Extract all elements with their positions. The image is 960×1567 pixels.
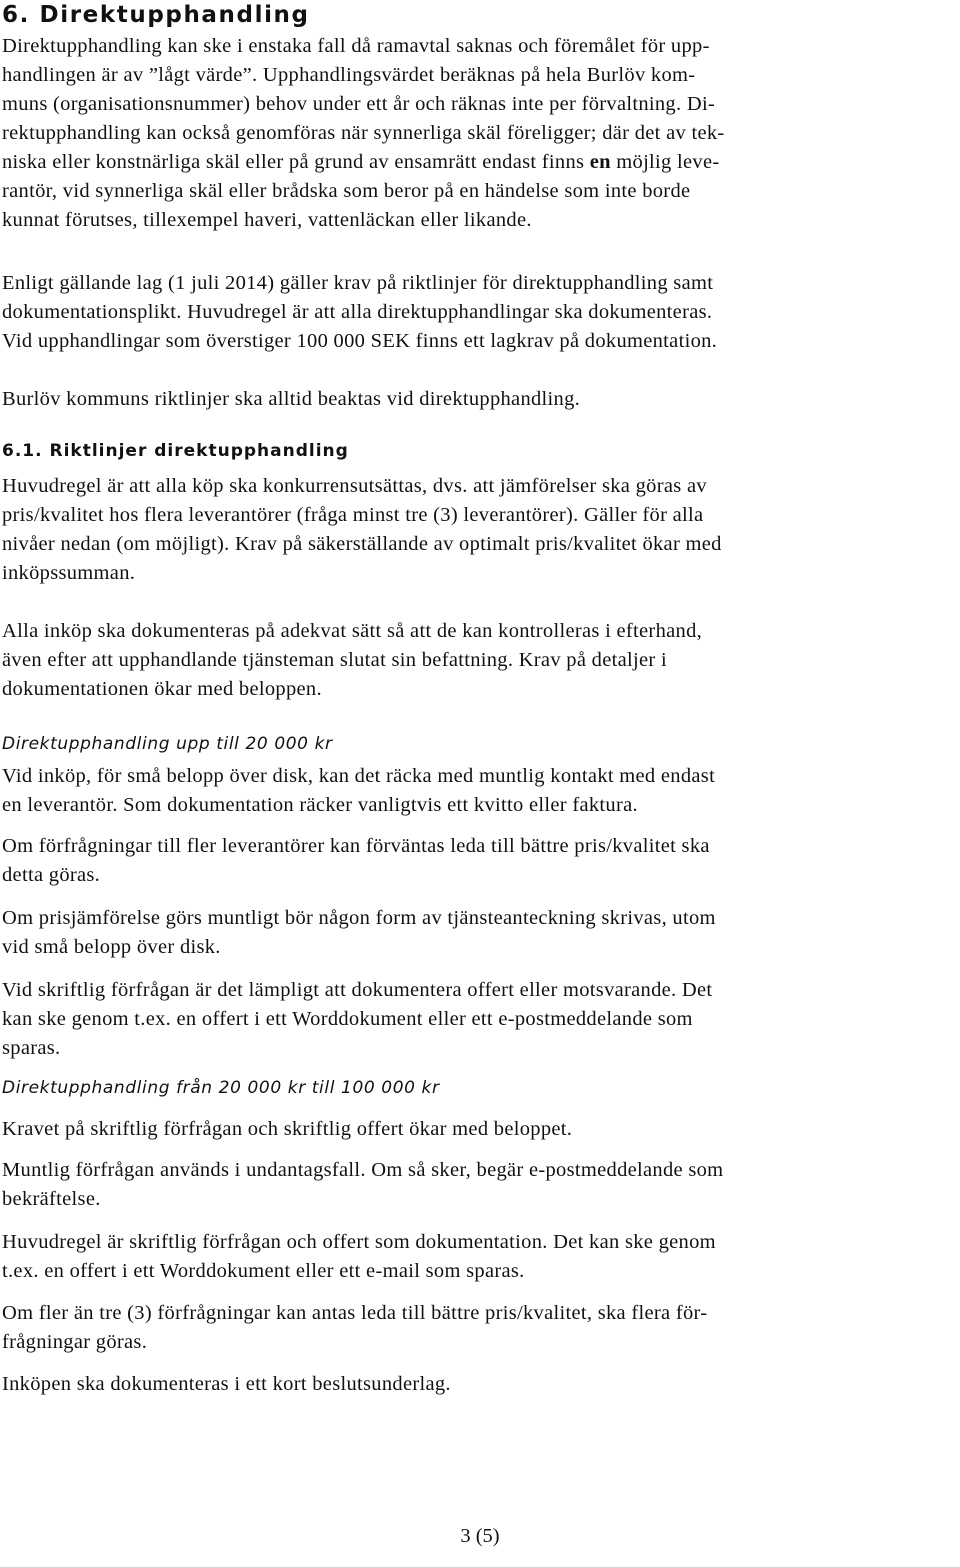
subsection-heading: 6.1. Riktlinjer direktupphandling <box>2 441 349 461</box>
text-line: dokumentationen ökar med beloppen. <box>2 678 322 700</box>
text-line: Kravet på skriftlig förfrågan och skriftlig offert ökar med beloppet. <box>2 1118 573 1140</box>
text-line: en leverantör. Som dokumentation räcker vanligtvis ett kvitto eller faktura. <box>2 794 638 816</box>
text-line: handlingen är av ”lågt värde”. Upphandlingsvärdet beräknas på hela Burlöv kom- <box>2 64 696 86</box>
text-line: kan ske genom t.ex. en offert i ett Worddokument eller ett e-postmeddelande som <box>2 1008 693 1030</box>
text-line: nivåer nedan (om möjligt). Krav på säkerställande av optimalt pris/kvalitet ökar med <box>2 533 722 555</box>
text-line: Enligt gällande lag (1 juli 2014) gäller krav på riktlinjer för direktupphandling samt <box>2 272 714 294</box>
emphasis-en: en <box>589 151 611 173</box>
tier1-paragraph-3 <box>2 904 958 962</box>
tier2-paragraph-1 <box>2 1115 958 1144</box>
text-line: Inköpen ska dokumenteras i ett kort beslutsunderlag. <box>2 1373 451 1395</box>
text-line: Om prisjämförelse görs muntligt bör någon form av tjänsteanteckning skrivas, utom <box>2 907 716 929</box>
text-line: Huvudregel är skriftlig förfrågan och offert som dokumentation. Det kan ske genom <box>2 1231 716 1253</box>
tier2-heading: Direktupphandling från 20 000 kr till 100 000 kr <box>2 1078 440 1098</box>
text-line: kunnat förutses, tillexempel haveri, vattenläckan eller likande. <box>2 209 532 231</box>
text-line: Huvudregel är att alla köp ska konkurrensutsättas, dvs. att jämförelser ska göras av <box>2 475 707 497</box>
text-line: Vid inköp, för små belopp över disk, kan det räcka med muntlig kontakt med endast <box>2 765 716 787</box>
guidelines-note: Burlöv kommuns riktlinjer ska alltid beaktas vid direktupphandling. <box>2 388 581 410</box>
main-rule-paragraph <box>2 472 958 588</box>
text-line: detta göras. <box>2 864 101 886</box>
text-line: inköpssumman. <box>2 562 136 584</box>
documentation-paragraph <box>2 617 958 704</box>
intro-paragraph <box>2 32 958 235</box>
tier1-paragraph-4 <box>2 976 958 1063</box>
text-line: bekräftelse. <box>2 1188 101 1210</box>
text-line: rantör, vid synnerliga skäl eller brådska som beror på en händelse som inte borde <box>2 180 691 202</box>
page-number: 3 (5) <box>460 1525 500 1547</box>
text-line: t.ex. en offert i ett Worddokument eller ett e-mail som sparas. <box>2 1260 525 1282</box>
text-line: Direktupphandling kan ske i enstaka fall då ramavtal saknas och föremålet för upp- <box>2 35 710 57</box>
text-line: rektupphandling kan också genomföras när synnerliga skäl föreligger; där det av tek- <box>2 122 725 144</box>
text-line: pris/kvalitet hos flera leverantörer (fråga minst tre (3) leverantörer). Gäller för alla <box>2 504 704 526</box>
text-line: Vid upphandlingar som överstiger 100 000 SEK finns ett lagkrav på dokumentation. <box>2 330 718 352</box>
tier1-heading: Direktupphandling upp till 20 000 kr <box>2 734 333 754</box>
text-line: Om fler än tre (3) förfrågningar kan antas leda till bättre pris/kvalitet, ska flera för- <box>2 1302 708 1324</box>
text-line: Vid skriftlig förfrågan är det lämpligt att dokumentera offert eller motsvarande. Det <box>2 979 713 1001</box>
tier2-paragraph-4 <box>2 1299 958 1357</box>
text-line: Om förfrågningar till fler leverantörer kan förväntas leda till bättre pris/kvalitet ska <box>2 835 710 857</box>
text-line: dokumentationsplikt. Huvudregel är att alla direktupphandlingar ska dokumenteras. <box>2 301 713 323</box>
text-line: muns (organisationsnummer) behov under ett år och räknas inte per förvaltning. Di- <box>2 93 716 115</box>
text-line: vid små belopp över disk. <box>2 936 221 958</box>
law-paragraph <box>2 269 958 356</box>
text-line: sparas. <box>2 1037 61 1059</box>
text-line: även efter att upphandlande tjänsteman slutat sin befattning. Krav på detaljer i <box>2 649 667 671</box>
text-line: frågningar göras. <box>2 1331 148 1353</box>
tier2-paragraph-3 <box>2 1228 958 1286</box>
tier1-paragraph-1 <box>2 762 958 820</box>
text-line: niska eller konstnärliga skäl eller på grund av ensamrätt endast finns en möjlig leve- <box>2 151 720 173</box>
text-line: Alla inköp ska dokumenteras på adekvat sätt så att de kan kontrolleras i efterhand, <box>2 620 703 642</box>
tier1-paragraph-2 <box>2 832 958 890</box>
section-heading: 6. Direktupphandling <box>2 2 310 28</box>
tier2-paragraph-2 <box>2 1156 958 1214</box>
text-line: Muntlig förfrågan används i undantagsfall. Om så sker, begär e-postmeddelande som <box>2 1159 724 1181</box>
tier2-paragraph-5 <box>2 1370 958 1399</box>
